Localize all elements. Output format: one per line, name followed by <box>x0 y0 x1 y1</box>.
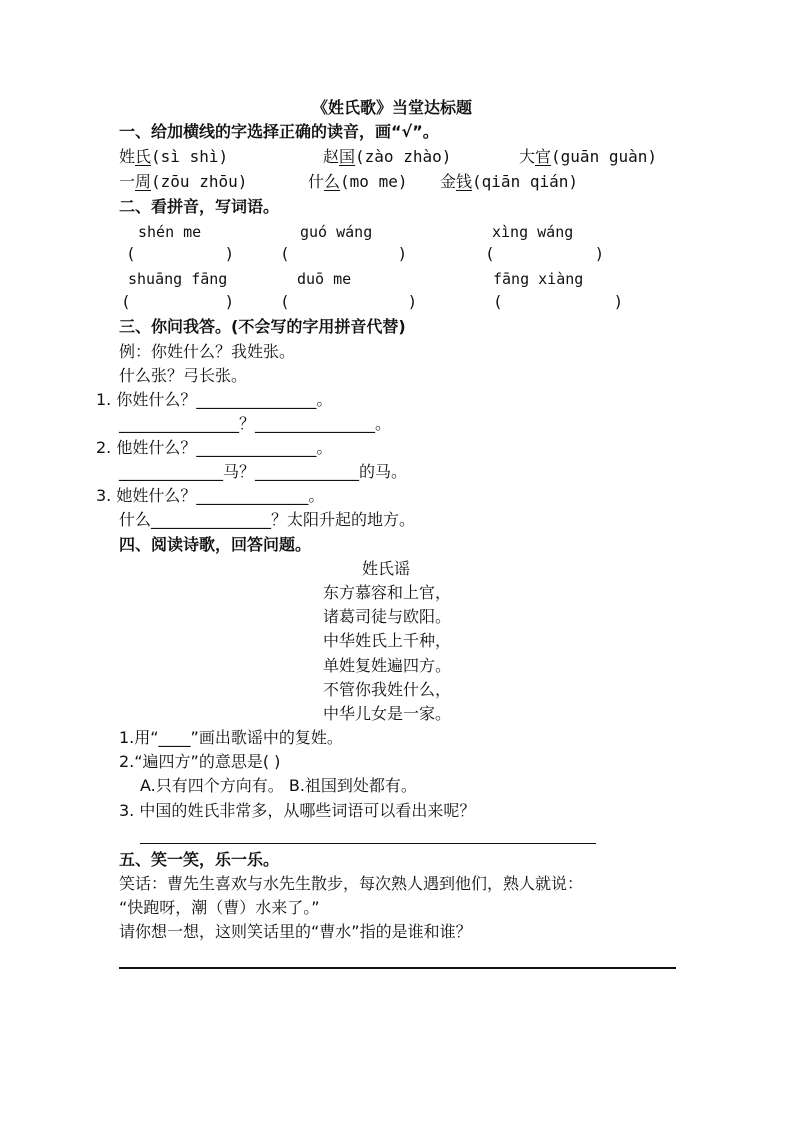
answer-paren-open-3: ( <box>487 244 494 263</box>
s1-item-2 <box>323 146 451 168</box>
example-line-2: 什么张？弓长张。 <box>119 366 248 385</box>
s1-item-3 <box>519 146 657 168</box>
s1-item-5 <box>308 171 407 193</box>
s1-item-6-underlined: 钱 <box>456 172 473 191</box>
s1-item-6-pre: 金 <box>440 172 457 191</box>
answer-paren-close-4: ) <box>226 292 233 311</box>
poem-title: 姓氏谣 <box>362 559 411 578</box>
poem-line-2: 诸葛司徒与欧阳。 <box>323 607 452 626</box>
s1-item-3-pre: 大 <box>519 147 536 166</box>
answer-paren-open-5: ( <box>282 292 289 311</box>
answer-line-s4 <box>140 843 596 844</box>
s1-item-4-options: (zōu zhōu) <box>151 172 248 191</box>
joke-line-2: “快跑呀，潮（曹）水来了。” <box>119 898 320 917</box>
s1-item-5-options: (mo me) <box>340 172 408 191</box>
section-1-heading: 一、给加横线的字选择正确的读音，画“√”。 <box>119 122 439 141</box>
poem-line-1: 东方慕容和上官， <box>323 583 452 602</box>
poem-line-6: 中华儿女是一家。 <box>323 704 452 723</box>
s1-item-3-underlined: 官 <box>535 147 552 166</box>
answer-paren-open-4: ( <box>123 292 130 311</box>
s1-item-1 <box>119 146 228 168</box>
s4-question-1: 1.用“____”画出歌谣中的复姓。 <box>119 728 343 747</box>
pinyin-3: xìng wáng <box>492 223 574 241</box>
s1-item-5-pre: 什 <box>308 172 325 191</box>
s1-item-1-pre: 姓 <box>119 147 136 166</box>
question-2-line-b: _____________马？_____________的马。 <box>119 462 408 481</box>
s1-item-1-options: (sì shì) <box>151 147 229 166</box>
section-4-heading: 四、阅读诗歌，回答问题。 <box>119 535 312 554</box>
page-title: 《姓氏歌》当堂达标题 <box>312 98 473 117</box>
question-3-line-a: 3. 她姓什么？______________。 <box>96 486 325 505</box>
example-line-1: 例：你姓什么？我姓张。 <box>119 342 296 361</box>
question-3-line-b: 什么_______________？太阳升起的地方。 <box>119 510 416 529</box>
answer-paren-open-1: ( <box>128 244 135 263</box>
pinyin-5: duō me <box>297 270 352 288</box>
answer-paren-open-2: ( <box>282 244 289 263</box>
joke-question: 请你想一想，这则笑话里的“曹水”指的是谁和谁？ <box>119 922 472 941</box>
question-1-line-b: _______________？_______________。 <box>119 414 392 433</box>
section-2-heading: 二、看拼音，写词语。 <box>119 197 280 216</box>
s1-item-3-options: (guān guàn) <box>551 147 657 166</box>
s4-question-2: 2.“遍四方”的意思是( ) <box>119 752 281 771</box>
s1-item-4 <box>119 171 247 193</box>
s1-item-4-underlined: 周 <box>135 172 152 191</box>
section-5-heading: 五、笑一笑，乐一乐。 <box>119 850 280 869</box>
answer-paren-close-2: ) <box>399 244 406 263</box>
question-1-line-a: 1. 你姓什么？_______________。 <box>96 390 333 409</box>
s1-item-2-underlined: 国 <box>339 147 356 166</box>
s1-item-2-pre: 赵 <box>323 147 340 166</box>
poem-line-4: 单姓复姓遍四方。 <box>323 656 452 675</box>
poem-line-3: 中华姓氏上千种， <box>323 631 452 650</box>
s1-item-5-underlined: 么 <box>324 172 341 191</box>
s4-question-3: 3. 中国的姓氏非常多，从哪些词语可以看出来呢？ <box>119 801 476 820</box>
section-3-heading: 三、你问我答。(不会写的字用拼音代替) <box>119 317 406 336</box>
pinyin-4: shuāng fāng <box>128 270 228 288</box>
poem-line-5: 不管你我姓什么， <box>323 680 452 699</box>
answer-paren-close-5: ) <box>409 292 416 311</box>
s1-item-1-underlined: 氏 <box>135 147 152 166</box>
answer-paren-open-6: ( <box>495 292 502 311</box>
s1-item-2-options: (zào zhào) <box>355 147 452 166</box>
pinyin-6: fāng xiàng <box>493 270 584 288</box>
answer-paren-close-6: ) <box>615 292 622 311</box>
pinyin-2: guó wáng <box>300 223 373 241</box>
s4-question-2-options: A.只有四个方向有。 B.祖国到处都有。 <box>140 776 417 795</box>
question-2-line-a: 2. 他姓什么？_______________。 <box>96 438 333 457</box>
joke-line-1: 笑话：曹先生喜欢与水先生散步，每次熟人遇到他们，熟人就说： <box>119 874 584 893</box>
s1-item-6-options: (qiān qián) <box>472 172 578 191</box>
pinyin-1: shén me <box>138 223 202 241</box>
s1-item-4-pre: 一 <box>119 172 136 191</box>
s1-item-6 <box>440 171 578 193</box>
answer-paren-close-1: ) <box>226 244 233 263</box>
answer-line-s5 <box>119 967 676 969</box>
answer-paren-close-3: ) <box>596 244 603 263</box>
